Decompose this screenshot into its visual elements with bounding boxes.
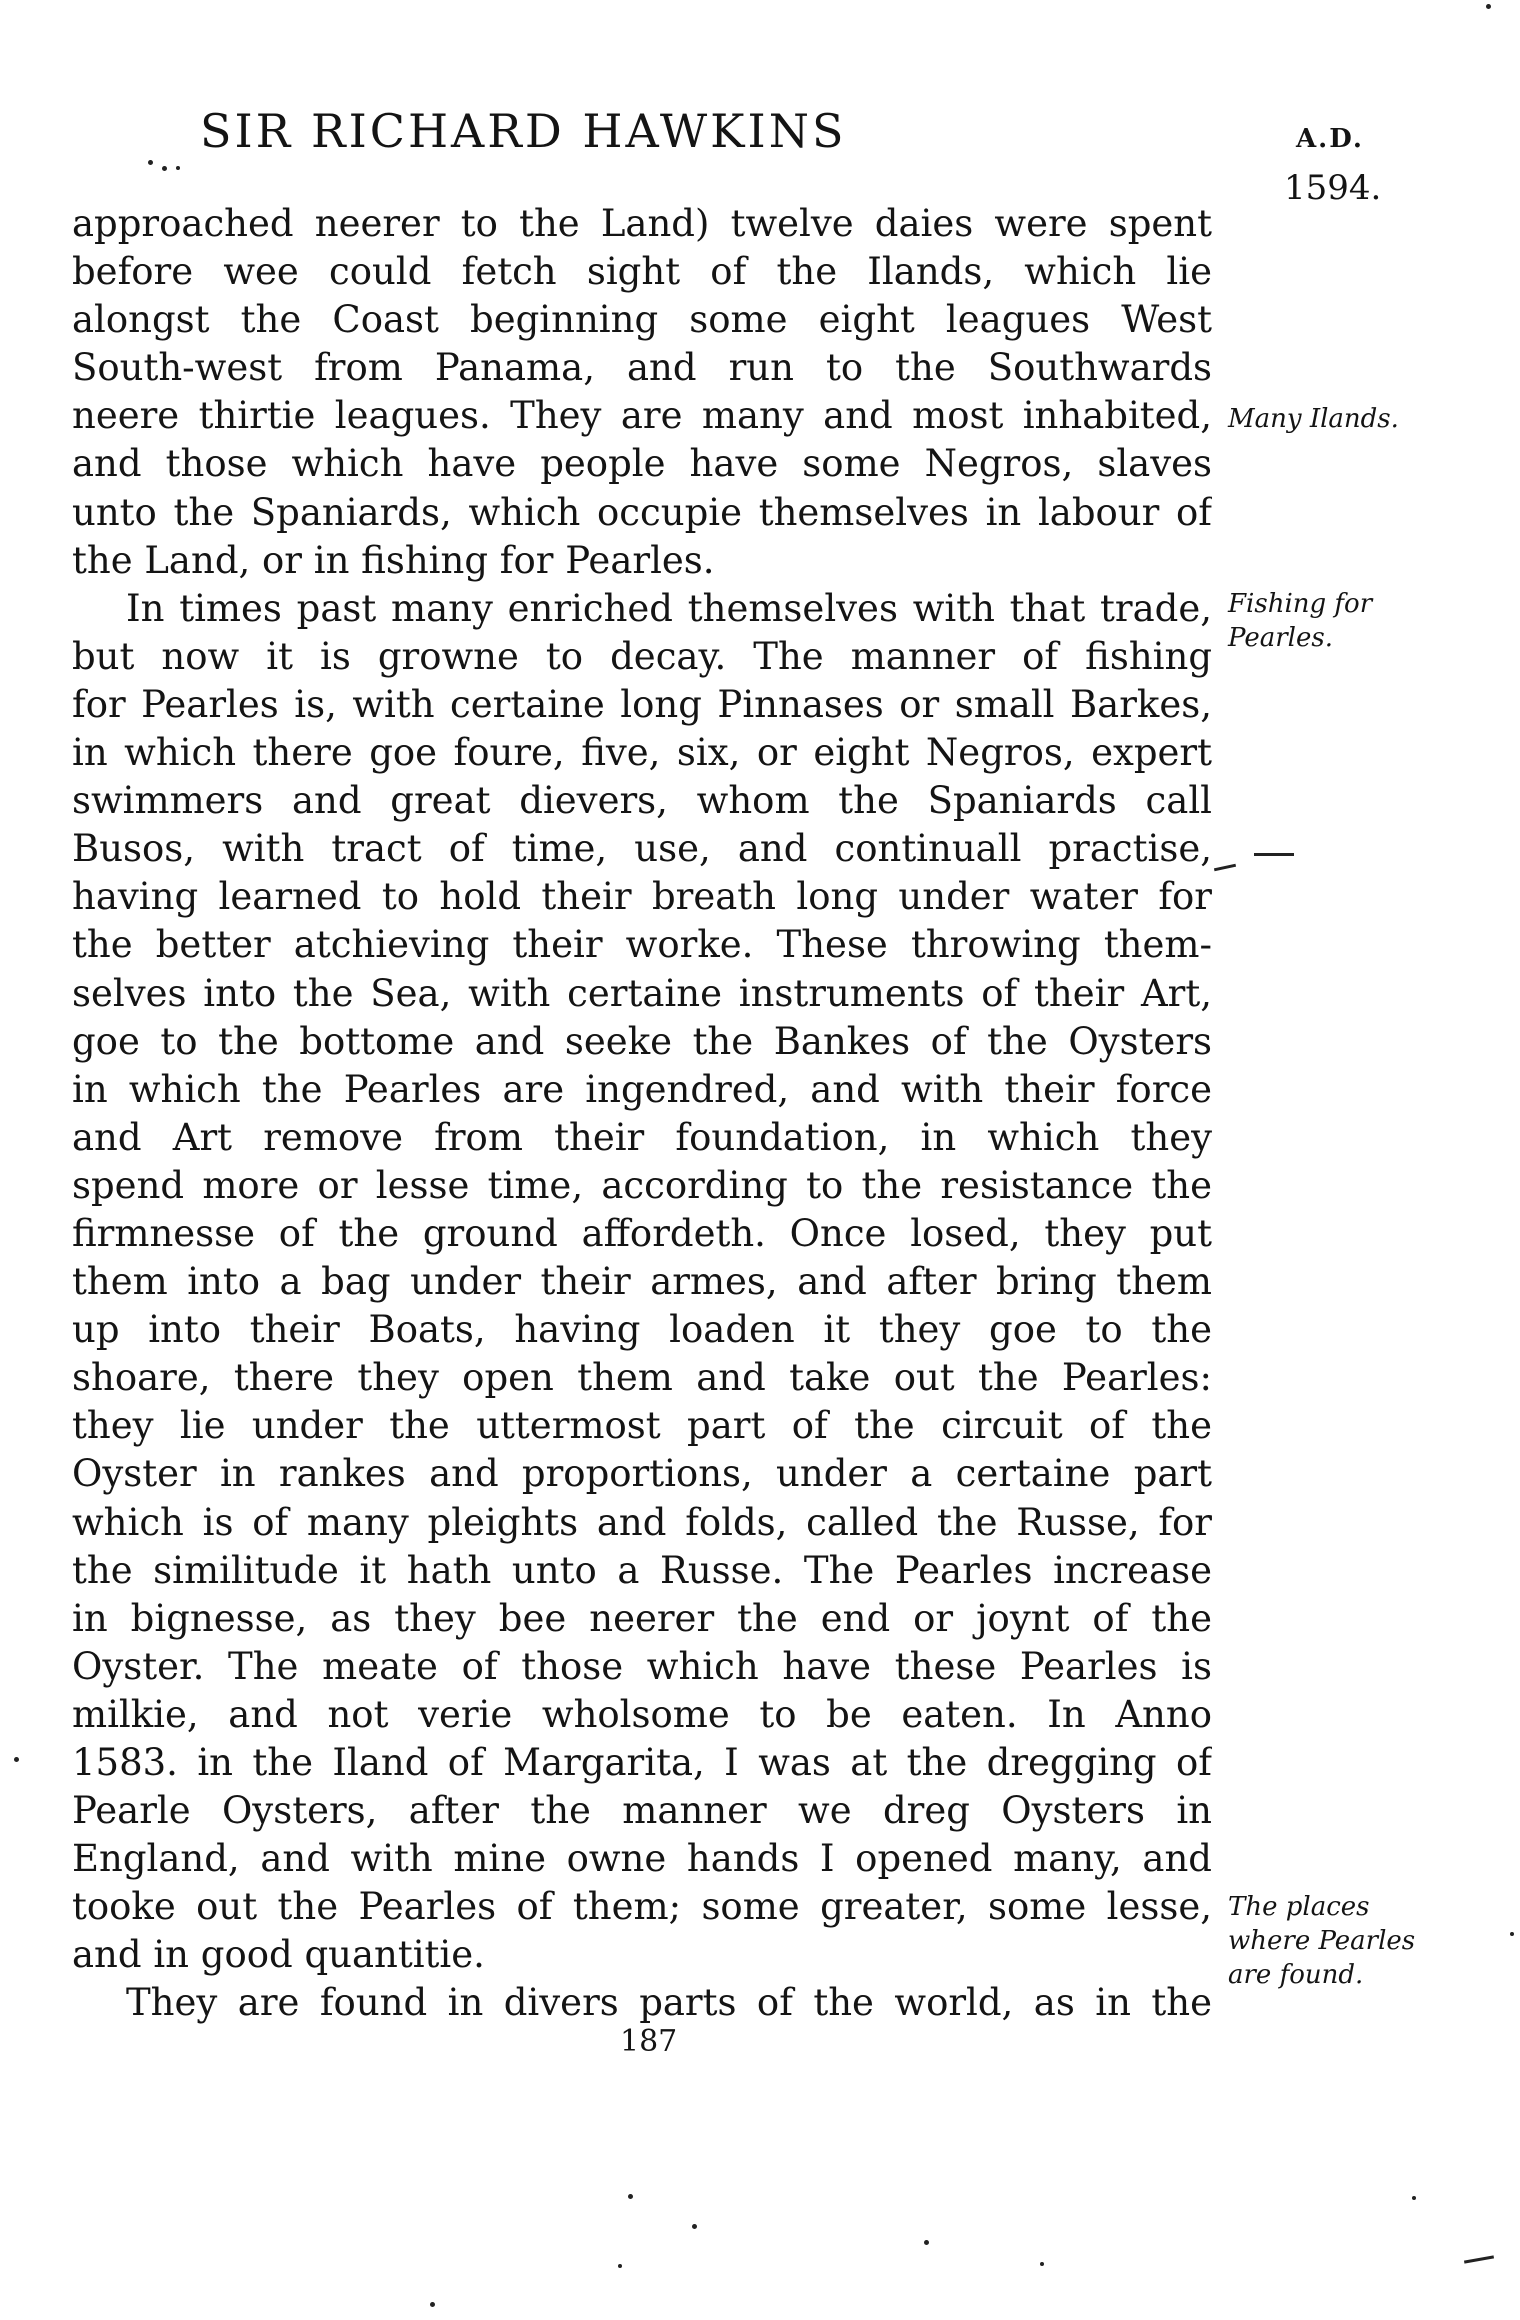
text-line: and those which have people have some Negros, slaves (72, 442, 1212, 486)
text-line: England, and with mine owne hands I opened many, and (72, 1837, 1212, 1881)
margin-note-line: are found. (1228, 1960, 1364, 1990)
text-line: before wee could fetch sight of the Ilands, which lie (72, 250, 1212, 294)
text-line: selves into the Sea, with certaine instruments of their Art, (72, 971, 1212, 1015)
text-line: spend more or lesse time, according to the resistance the (72, 1163, 1212, 1207)
scan-speck (430, 2302, 435, 2307)
scan-dash (1254, 853, 1294, 856)
scan-dash (1214, 864, 1236, 872)
scan-speck (692, 2224, 697, 2229)
scan-speck (618, 2264, 622, 2268)
margin-note-line: The places (1228, 1892, 1370, 1922)
text-line: which is of many pleights and folds, called the Russe, for (72, 1500, 1212, 1544)
margin-note-fishing-for-pearles (1228, 587, 1488, 655)
text-line: and Art remove from their foundation, in which they (72, 1115, 1212, 1159)
margin-note-line: Fishing for (1228, 589, 1373, 619)
text-line: the similitude it hath unto a Russe. The Pearles increase (72, 1548, 1212, 1592)
text-line: South-west from Panama, and run to the Southwards (72, 346, 1212, 390)
scan-speck (1412, 2196, 1416, 2200)
text-line: having learned to hold their breath long under water for (72, 875, 1212, 919)
scan-speck (162, 166, 167, 171)
text-line: shoare, there they open them and take out the Pearles: (72, 1356, 1212, 1400)
text-line: alongst the Coast beginning some eight leagues West (72, 298, 1212, 342)
margin-note-places-pearles-found (1228, 1890, 1488, 1992)
text-line: for Pearles is, with certaine long Pinnases or small Barkes, (72, 682, 1212, 726)
text-line: in which the Pearles are ingendred, and with their force (72, 1067, 1212, 1111)
date-label: A.D. (1296, 124, 1364, 154)
margin-note-line: Many Ilands. (1228, 404, 1399, 434)
text-line: in which there goe foure, five, six, or eight Negros, expert (72, 731, 1212, 775)
margin-note-many-ilands (1228, 402, 1488, 436)
scan-speck (924, 2240, 929, 2245)
scan-speck (1040, 2262, 1044, 2266)
text-line: Oyster in rankes and proportions, under a certaine part (72, 1452, 1212, 1496)
text-line: They are found in divers parts of the world, as in the (126, 1981, 1212, 2025)
scan-speck (1510, 1932, 1514, 1936)
text-line: they lie under the uttermost part of the circuit of the (72, 1404, 1212, 1448)
text-line: 1583. in the Iland of Margarita, I was at the dregging of (72, 1741, 1212, 1784)
scan-speck (14, 1757, 19, 1762)
text-line: In times past many enriched themselves with that trade, (126, 586, 1212, 630)
page-number: 187 (620, 2024, 678, 2059)
scan-speck (628, 2194, 633, 2199)
text-line: neere thirtie leagues. They are many and most inhabited, (72, 394, 1212, 438)
scan-speck (148, 160, 153, 165)
text-line: approached neerer to the Land) twelve daies were spent (72, 202, 1212, 245)
body-text (72, 200, 1212, 2028)
text-line: the better atchieving their worke. These throwing them- (72, 923, 1212, 967)
margin-note-line: Pearles. (1228, 623, 1333, 653)
text-line: swimmers and great dievers, whom the Spaniards call (72, 779, 1212, 823)
text-line: Busos, with tract of time, use, and continuall practise, (72, 827, 1212, 871)
text-line: the Land, or in fishing for Pearles. (72, 538, 715, 582)
text-line: them into a bag under their armes, and after bring them (72, 1260, 1212, 1304)
scan-dash (1464, 2255, 1494, 2263)
text-line: but now it is growne to decay. The manner of fishing (72, 634, 1212, 678)
scan-speck (176, 166, 180, 170)
text-line: Pearle Oysters, after the manner we dreg Oysters in (72, 1789, 1212, 1833)
text-line: up into their Boats, having loaden it they goe to the (72, 1308, 1212, 1352)
text-line: milkie, and not verie wholsome to be eaten. In Anno (72, 1692, 1212, 1736)
text-line: tooke out the Pearles of them; some greater, some lesse, (72, 1885, 1212, 1929)
text-line: unto the Spaniards, which occupie themselves in labour of (72, 490, 1212, 534)
text-line: and in good quantitie. (72, 1933, 485, 1977)
date-year: 1594. (1284, 168, 1382, 208)
text-line: in bignesse, as they bee neerer the end or joynt of the (72, 1596, 1212, 1640)
text-line: firmnesse of the ground affordeth. Once losed, they put (72, 1211, 1212, 1255)
running-head: SIR RICHARD HAWKINS (200, 104, 847, 158)
scan-speck (1486, 4, 1491, 9)
margin-note-line: where Pearles (1228, 1926, 1416, 1956)
text-line: goe to the bottome and seeke the Bankes of the Oysters (72, 1019, 1212, 1063)
text-line: Oyster. The meate of those which have these Pearles is (72, 1644, 1212, 1688)
